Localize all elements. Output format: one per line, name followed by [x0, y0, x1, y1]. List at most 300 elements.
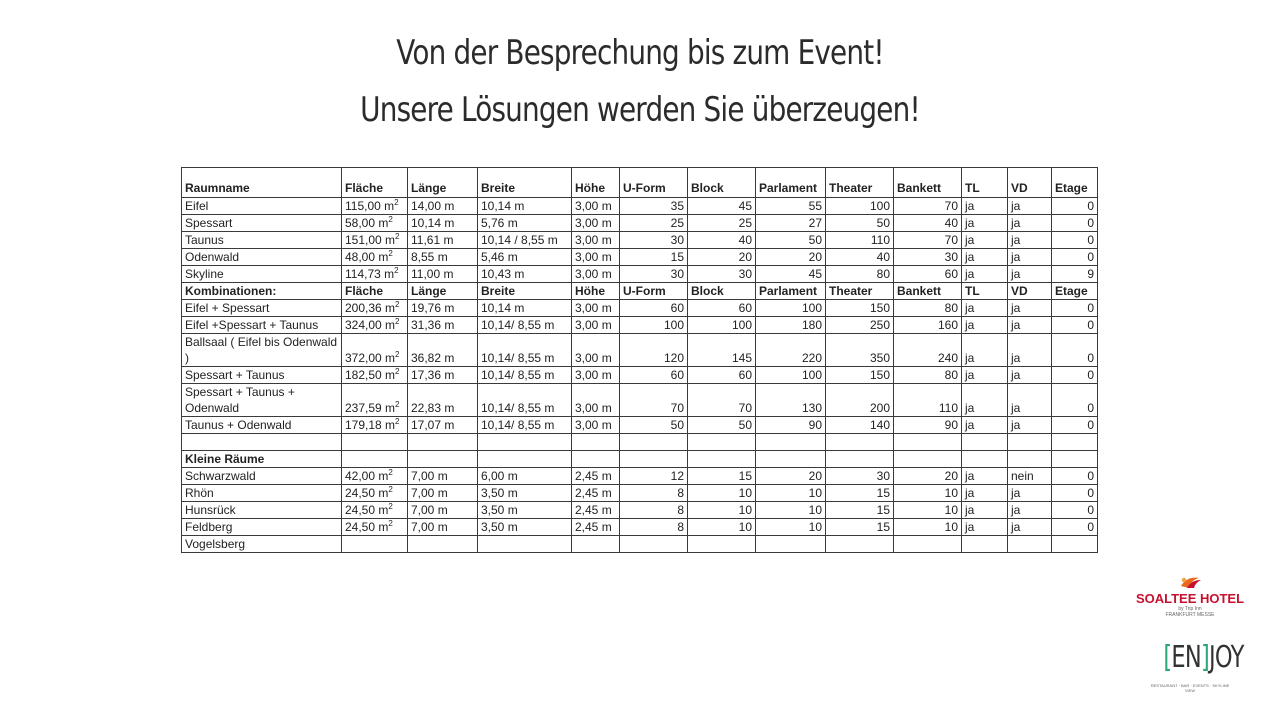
table-cell: 60: [688, 367, 756, 384]
table-cell: ja: [962, 519, 1008, 536]
table-cell: ja: [962, 249, 1008, 266]
table-cell: 10: [756, 502, 826, 519]
table-cell: 240: [894, 334, 962, 367]
table-cell: [826, 536, 894, 553]
table-cell: 7,00 m: [408, 468, 478, 485]
area-unit-superscript: 2: [395, 350, 400, 359]
table-cell: Bankett: [894, 283, 962, 300]
table-cell: ja: [962, 198, 1008, 215]
table-cell: 150: [826, 300, 894, 317]
hotel-sub-2: FRANKFURT MESSE: [1165, 612, 1215, 618]
table-cell: [894, 536, 962, 553]
table-cell: 30: [688, 266, 756, 283]
table-cell: 372,00 $m^2$: [342, 334, 408, 367]
hotel-emblem-icon: [1177, 574, 1203, 590]
table-cell: 45: [688, 198, 756, 215]
table-cell: 100: [688, 317, 756, 334]
table-cell: 2,45 m: [572, 519, 620, 536]
table-cell: 3,00 m: [572, 317, 620, 334]
table-cell: 9: [1052, 266, 1098, 283]
table-cell: 10,14/ 8,55 m: [478, 334, 572, 367]
table-cell: 0: [1052, 215, 1098, 232]
room-capacity-table: [181, 167, 1098, 553]
soaltee-hotel-logo: [1132, 574, 1248, 618]
table-cell: 60: [688, 300, 756, 317]
hotel-sub-1: by Trip Inn: [1178, 606, 1202, 612]
area-unit-superscript: 2: [395, 317, 400, 326]
table-cell: 150: [826, 367, 894, 384]
table-cell: 90: [894, 417, 962, 434]
table-cell: 110: [894, 384, 962, 417]
table-cell: 50: [688, 417, 756, 434]
table-cell: 70: [894, 232, 962, 249]
table-cell: 180: [756, 317, 826, 334]
table-cell: 58,00 $m^2$: [342, 215, 408, 232]
table-cell: 40: [826, 249, 894, 266]
area-unit-superscript: 2: [388, 502, 393, 511]
small-room-row: [182, 502, 1098, 519]
table-cell: 0: [1052, 317, 1098, 334]
spacer-row: [182, 434, 1098, 451]
area-unit-superscript: 2: [388, 249, 393, 258]
table-cell: 115,00 $m^2$: [342, 198, 408, 215]
combination-row: [182, 334, 1098, 367]
table-cell: [1052, 536, 1098, 553]
table-cell: 42,00 $m^2$: [342, 468, 408, 485]
table-cell: 11,00 m: [408, 266, 478, 283]
table-cell: 3,00 m: [572, 249, 620, 266]
room-row: [182, 198, 1098, 215]
table-cell: 24,50 $m^2$: [342, 519, 408, 536]
table-cell: 20: [688, 249, 756, 266]
table-cell: 3,50 m: [478, 485, 572, 502]
table-cell: 5,76 m: [478, 215, 572, 232]
table-cell: ja: [962, 266, 1008, 283]
table-cell: ja: [962, 367, 1008, 384]
table-cell: ja: [1008, 198, 1052, 215]
table-cell: Vogelsberg: [182, 536, 342, 553]
table-cell: 30: [620, 232, 688, 249]
table-cell: [408, 434, 478, 451]
table-cell: [620, 434, 688, 451]
combination-row: [182, 317, 1098, 334]
table-cell: [620, 536, 688, 553]
table-cell: nein: [1008, 468, 1052, 485]
table-cell: ja: [962, 215, 1008, 232]
table-cell: 0: [1052, 334, 1098, 367]
table-cell: 35: [620, 198, 688, 215]
table-cell: Theater: [826, 283, 894, 300]
table-cell: Kombinationen:: [182, 283, 342, 300]
table-cell: Fläche: [342, 168, 408, 198]
headline-line-1: Von der Besprechung bis zum Event!: [396, 33, 884, 73]
table-cell: Skyline: [182, 266, 342, 283]
table-cell: 0: [1052, 485, 1098, 502]
table-cell: ja: [962, 334, 1008, 367]
table-cell: 151,00 $m^2$: [342, 232, 408, 249]
table-cell: 8: [620, 502, 688, 519]
table-cell: 50: [620, 417, 688, 434]
table-cell: 110: [826, 232, 894, 249]
table-cell: ja: [962, 502, 1008, 519]
table-cell: Höhe: [572, 283, 620, 300]
table-cell: 15: [826, 519, 894, 536]
room-row: [182, 266, 1098, 283]
table-cell: 70: [688, 384, 756, 417]
table-cell: Bankett: [894, 168, 962, 198]
table-cell: 3,00 m: [572, 334, 620, 367]
table-cell: 40: [894, 215, 962, 232]
table-cell: U-Form: [620, 283, 688, 300]
table-cell: 10: [894, 519, 962, 536]
table-cell: 15: [620, 249, 688, 266]
table-cell: ja: [962, 468, 1008, 485]
table-cell: VD: [1008, 168, 1052, 198]
area-unit-superscript: 2: [395, 232, 400, 241]
table-cell: 237,59 $m^2$: [342, 384, 408, 417]
table-cell: Hunsrück: [182, 502, 342, 519]
table-cell: ja: [1008, 300, 1052, 317]
table-cell: 10,14/ 8,55 m: [478, 417, 572, 434]
table-cell: 31,36 m: [408, 317, 478, 334]
table-cell: Breite: [478, 168, 572, 198]
table-cell: Theater: [826, 168, 894, 198]
table-cell: 3,00 m: [572, 384, 620, 417]
table-cell: 17,36 m: [408, 367, 478, 384]
table-cell: Spessart + Taunus: [182, 367, 342, 384]
table-cell: [894, 434, 962, 451]
table-cell: [478, 451, 572, 468]
area-unit-superscript: 2: [395, 300, 400, 309]
table-cell: 25: [688, 215, 756, 232]
room-row: [182, 232, 1098, 249]
table-cell: Rhön: [182, 485, 342, 502]
table-cell: [756, 434, 826, 451]
table-cell: 17,07 m: [408, 417, 478, 434]
table-cell: 350: [826, 334, 894, 367]
table-cell: [756, 451, 826, 468]
table-cell: [572, 434, 620, 451]
area-unit-superscript: 2: [395, 400, 400, 409]
table-cell: 10: [894, 485, 962, 502]
table-cell: 114,73 $m^2$: [342, 266, 408, 283]
table-cell: 19,76 m: [408, 300, 478, 317]
table-cell: 12: [620, 468, 688, 485]
table-cell: [408, 451, 478, 468]
table-cell: 30: [826, 468, 894, 485]
table-cell: 3,00 m: [572, 300, 620, 317]
table-cell: ja: [962, 384, 1008, 417]
table-cell: 70: [620, 384, 688, 417]
table-cell: 160: [894, 317, 962, 334]
table-cell: 27: [756, 215, 826, 232]
table-cell: Eifel + Spessart: [182, 300, 342, 317]
table-cell: ja: [1008, 232, 1052, 249]
table-cell: ja: [1008, 417, 1052, 434]
header-row: [182, 168, 1098, 198]
area-unit-superscript: 2: [388, 215, 393, 224]
table-cell: 0: [1052, 300, 1098, 317]
table-cell: [688, 434, 756, 451]
table-cell: 0: [1052, 367, 1098, 384]
table-cell: 25: [620, 215, 688, 232]
table-cell: [572, 451, 620, 468]
table-cell: [1052, 451, 1098, 468]
small-room-row: [182, 485, 1098, 502]
table-cell: [342, 451, 408, 468]
table-cell: Parlament: [756, 283, 826, 300]
table-cell: TL: [962, 168, 1008, 198]
table-cell: 200,36 $m^2$: [342, 300, 408, 317]
table-cell: 2,45 m: [572, 502, 620, 519]
table-cell: VD: [1008, 283, 1052, 300]
table-cell: 0: [1052, 249, 1098, 266]
table-cell: Eifel +Spessart + Taunus: [182, 317, 342, 334]
table-cell: 5,46 m: [478, 249, 572, 266]
table-cell: 10,14/ 8,55 m: [478, 317, 572, 334]
table-cell: 10: [688, 502, 756, 519]
table-cell: Breite: [478, 283, 572, 300]
table-cell: 48,00 $m^2$: [342, 249, 408, 266]
table-cell: 60: [894, 266, 962, 283]
table-cell: 220: [756, 334, 826, 367]
table-cell: 3,00 m: [572, 266, 620, 283]
table-cell: [342, 434, 408, 451]
table-cell: Etage: [1052, 168, 1098, 198]
table-cell: Odenwald: [182, 249, 342, 266]
table-cell: Feldberg: [182, 519, 342, 536]
table-cell: 11,61 m: [408, 232, 478, 249]
table-cell: U-Form: [620, 168, 688, 198]
table-cell: 3,00 m: [572, 232, 620, 249]
small-rooms-header-row: [182, 451, 1098, 468]
table-cell: 10,14 m: [408, 215, 478, 232]
table-cell: ja: [1008, 249, 1052, 266]
table-cell: 15: [688, 468, 756, 485]
area-unit-superscript: 2: [388, 519, 393, 528]
table-cell: ja: [962, 232, 1008, 249]
table-cell: 7,00 m: [408, 519, 478, 536]
table-cell: 3,00 m: [572, 367, 620, 384]
table-cell: 0: [1052, 198, 1098, 215]
table-cell: ja: [1008, 334, 1052, 367]
table-cell: 100: [756, 367, 826, 384]
table-cell: [962, 451, 1008, 468]
table-cell: 3,50 m: [478, 519, 572, 536]
table-cell: 2,45 m: [572, 468, 620, 485]
table-cell: 140: [826, 417, 894, 434]
table-cell: ja: [962, 300, 1008, 317]
enjoy-tagline: RESTAURANT · BAR · EVENTS · SKYLINE VIEW: [1150, 683, 1230, 693]
table-cell: 145: [688, 334, 756, 367]
table-cell: 10,14/ 8,55 m: [478, 367, 572, 384]
table-cell: 55: [756, 198, 826, 215]
table-cell: 24,50 $m^2$: [342, 502, 408, 519]
small-room-row: [182, 468, 1098, 485]
table-cell: Spessart: [182, 215, 342, 232]
table-cell: ja: [1008, 317, 1052, 334]
table-cell: 20: [756, 249, 826, 266]
table-cell: ja: [1008, 266, 1052, 283]
table-cell: 15: [826, 502, 894, 519]
table-cell: ja: [962, 317, 1008, 334]
table-cell: Schwarzwald: [182, 468, 342, 485]
table-cell: 0: [1052, 417, 1098, 434]
table-cell: 200: [826, 384, 894, 417]
table-cell: ja: [1008, 502, 1052, 519]
table-cell: 80: [894, 300, 962, 317]
table-cell: [1008, 434, 1052, 451]
table-cell: 10: [894, 502, 962, 519]
table-cell: 6,00 m: [478, 468, 572, 485]
combination-row: [182, 384, 1098, 417]
table-cell: 324,00 $m^2$: [342, 317, 408, 334]
table-cell: TL: [962, 283, 1008, 300]
table-cell: Spessart + Taunus + Odenwald: [182, 384, 342, 417]
table-cell: 50: [826, 215, 894, 232]
table-cell: Taunus + Odenwald: [182, 417, 342, 434]
table-cell: 15: [826, 485, 894, 502]
hotel-name: SOALTEE HOTEL: [1135, 591, 1245, 606]
table-body: [182, 168, 1098, 553]
headline-line-2: Unsere Lösungen werden Sie überzeugen!: [360, 90, 920, 130]
table-cell: 90: [756, 417, 826, 434]
table-cell: 20: [756, 468, 826, 485]
table-cell: 45: [756, 266, 826, 283]
table-cell: [182, 434, 342, 451]
table-cell: [1008, 451, 1052, 468]
table-cell: 36,82 m: [408, 334, 478, 367]
table-cell: Block: [688, 283, 756, 300]
table-cell: 0: [1052, 468, 1098, 485]
table-cell: [342, 536, 408, 553]
table-cell: 0: [1052, 519, 1098, 536]
table-cell: 250: [826, 317, 894, 334]
table-cell: ja: [962, 417, 1008, 434]
table-cell: Fläche: [342, 283, 408, 300]
table-cell: 10,14 m: [478, 198, 572, 215]
table-cell: 22,83 m: [408, 384, 478, 417]
combinations-header-row: [182, 283, 1098, 300]
table-cell: [962, 536, 1008, 553]
table-cell: 30: [620, 266, 688, 283]
small-room-row: [182, 519, 1098, 536]
table-cell: [688, 536, 756, 553]
table-cell: Kleine Räume: [182, 451, 342, 468]
combination-row: [182, 417, 1098, 434]
table-cell: 24,50 $m^2$: [342, 485, 408, 502]
table-cell: 100: [620, 317, 688, 334]
table-cell: [620, 451, 688, 468]
table-cell: ja: [1008, 367, 1052, 384]
enjoy-wordmark: [EN]JOY: [1163, 640, 1244, 675]
table-cell: 10: [756, 519, 826, 536]
table-cell: 40: [688, 232, 756, 249]
table-cell: 80: [826, 266, 894, 283]
table-cell: [408, 536, 478, 553]
area-unit-superscript: 2: [394, 266, 399, 275]
table-cell: [1008, 536, 1052, 553]
room-row: [182, 249, 1098, 266]
area-unit-superscript: 2: [388, 485, 393, 494]
table-cell: ja: [1008, 485, 1052, 502]
table-cell: Etage: [1052, 283, 1098, 300]
table-cell: 50: [756, 232, 826, 249]
table-cell: 8,55 m: [408, 249, 478, 266]
table-cell: Länge: [408, 283, 478, 300]
table-cell: Raumname: [182, 168, 342, 198]
table-cell: 3,00 m: [572, 417, 620, 434]
small-room-row: [182, 536, 1098, 553]
enjoy-logo: [1150, 640, 1244, 693]
table-cell: 100: [826, 198, 894, 215]
table-cell: 179,18 $m^2$: [342, 417, 408, 434]
table-cell: 10,14 m: [478, 300, 572, 317]
combination-row: [182, 367, 1098, 384]
table-cell: 10,43 m: [478, 266, 572, 283]
table-cell: 7,00 m: [408, 485, 478, 502]
area-unit-superscript: 2: [395, 417, 400, 426]
table-cell: [478, 536, 572, 553]
table-cell: 3,00 m: [572, 198, 620, 215]
table-cell: [962, 434, 1008, 451]
table-cell: [688, 451, 756, 468]
table-cell: 30: [894, 249, 962, 266]
table-cell: ja: [962, 485, 1008, 502]
room-capacity-table-wrapper: [181, 167, 1097, 553]
table-cell: [894, 451, 962, 468]
table-cell: Block: [688, 168, 756, 198]
table-cell: [478, 434, 572, 451]
table-cell: Taunus: [182, 232, 342, 249]
table-cell: 10,14 / 8,55 m: [478, 232, 572, 249]
table-cell: ja: [1008, 384, 1052, 417]
table-cell: 0: [1052, 232, 1098, 249]
table-cell: 0: [1052, 502, 1098, 519]
table-cell: [826, 434, 894, 451]
table-cell: 80: [894, 367, 962, 384]
table-cell: 120: [620, 334, 688, 367]
table-cell: 60: [620, 367, 688, 384]
table-cell: 10: [688, 485, 756, 502]
area-unit-superscript: 2: [388, 468, 393, 477]
table-cell: 14,00 m: [408, 198, 478, 215]
table-cell: 8: [620, 519, 688, 536]
table-cell: 20: [894, 468, 962, 485]
table-cell: 10: [756, 485, 826, 502]
table-cell: 10: [688, 519, 756, 536]
table-cell: [756, 536, 826, 553]
table-cell: 60: [620, 300, 688, 317]
table-cell: [572, 536, 620, 553]
table-cell: [826, 451, 894, 468]
table-cell: 2,45 m: [572, 485, 620, 502]
table-cell: Eifel: [182, 198, 342, 215]
table-cell: 130: [756, 384, 826, 417]
table-cell: ja: [1008, 215, 1052, 232]
table-cell: 3,00 m: [572, 215, 620, 232]
table-cell: 100: [756, 300, 826, 317]
table-cell: 70: [894, 198, 962, 215]
table-cell: 10,14/ 8,55 m: [478, 384, 572, 417]
combination-row: [182, 300, 1098, 317]
table-cell: Ballsaal ( Eifel bis Odenwald ): [182, 334, 342, 367]
table-cell: ja: [1008, 519, 1052, 536]
table-cell: Länge: [408, 168, 478, 198]
area-unit-superscript: 2: [394, 198, 399, 207]
table-cell: 8: [620, 485, 688, 502]
table-cell: 7,00 m: [408, 502, 478, 519]
